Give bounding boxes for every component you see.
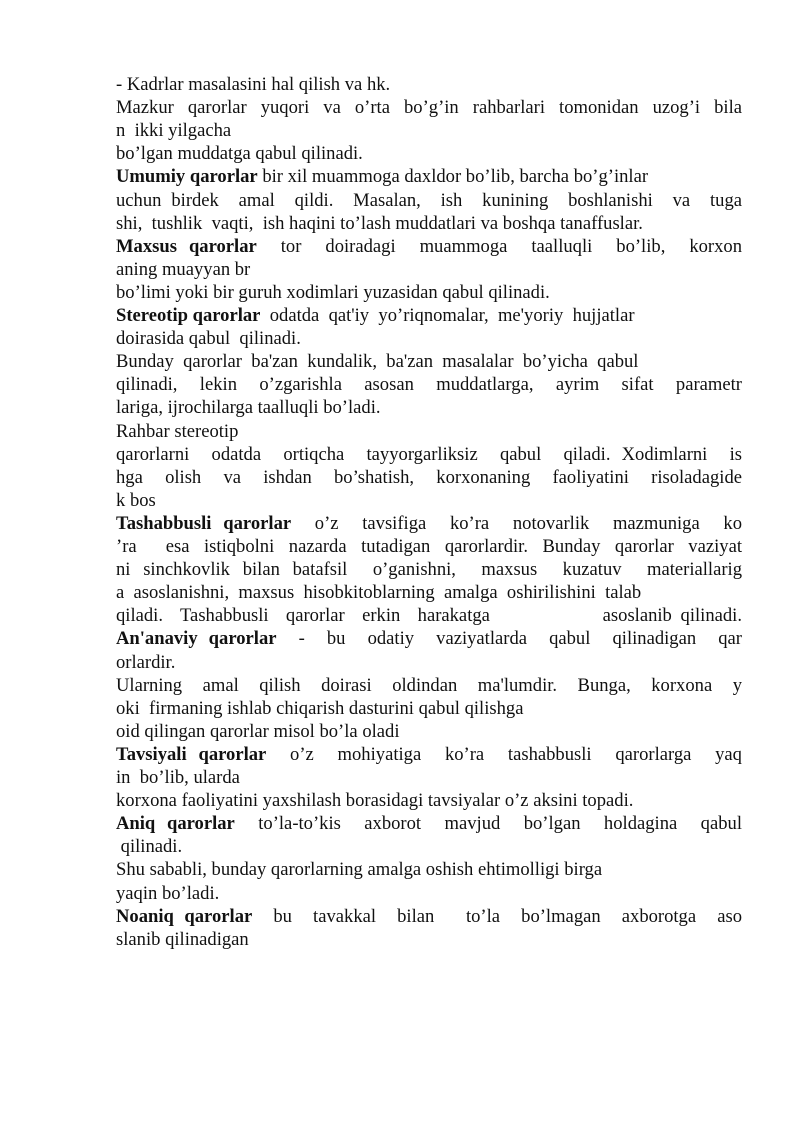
text-line bbox=[116, 420, 742, 444]
text-line bbox=[116, 189, 742, 213]
text-line bbox=[116, 604, 742, 628]
text-line bbox=[116, 674, 742, 698]
line-text: Mazkur qarorlar yuqori va o’rta bo’g’in rahbarlari tomonidan uzog’i bila bbox=[116, 97, 742, 119]
line-text: oid qilingan qarorlar misol bo’la oladi bbox=[116, 720, 400, 742]
text-line bbox=[116, 281, 742, 305]
bold-term: An'anaviy qarorlar bbox=[116, 628, 277, 650]
line-text: bo’lgan muddatga qabul qilinadi. bbox=[116, 143, 363, 165]
text-line bbox=[116, 396, 742, 420]
text-line bbox=[116, 119, 742, 143]
line-text: ni sinchkovlik bilan batafsil o’ganishni, maxsus kuzatuv materiallarig bbox=[116, 559, 742, 581]
text-line bbox=[116, 651, 742, 675]
line-text: qilinadi, lekin o’zgarishla asosan muddatlarga, ayrim sifat parametr bbox=[116, 374, 742, 396]
text-line bbox=[116, 743, 742, 767]
line-text: a asoslanishni, maxsus hisobkitoblarning amalga oshirilishini talab bbox=[116, 582, 642, 604]
line-text: to’la-to’kis axborot mavjud bo’lgan holdagina qabul bbox=[234, 813, 742, 835]
text-line bbox=[116, 766, 742, 790]
text-line bbox=[116, 720, 742, 744]
text-line bbox=[116, 350, 742, 374]
bold-term: Umumiy qarorlar bbox=[116, 166, 258, 188]
text-line bbox=[116, 258, 742, 282]
text-line bbox=[116, 304, 742, 328]
line-text: yaqin bo’ladi. bbox=[116, 882, 220, 904]
line-text: - Kadrlar masalasini hal qilish va hk. bbox=[116, 74, 391, 95]
text-line bbox=[116, 835, 742, 859]
text-line bbox=[116, 789, 742, 813]
line-text: bir xil muammoga daxldor bo’lib, barcha bo’g’inlar bbox=[257, 166, 649, 188]
line-text: qilinadi. bbox=[116, 836, 183, 858]
bold-term: Noaniq qarorlar bbox=[116, 905, 253, 927]
line-text: in bo’lib, ularda bbox=[116, 767, 240, 788]
line-text: n ikki yilgacha bbox=[116, 120, 232, 142]
text-line bbox=[116, 928, 742, 952]
line-text: orlardir. bbox=[116, 651, 176, 673]
bold-term: Tashabbusli qarorlar bbox=[116, 512, 292, 534]
line-text: ’ra esa istiqbolni nazarda tutadigan qarorlardir. Bunday qarorlar vaziyat bbox=[116, 536, 742, 557]
line-text: korxona faoliyatini yaxshilash borasidagi tavsiyalar o’z aksini topadi. bbox=[116, 790, 634, 812]
text-line bbox=[116, 581, 742, 605]
line-text: bu tavakkal bilan to’la bo’lmagan axborotga aso bbox=[252, 905, 742, 927]
text-line bbox=[116, 142, 742, 166]
line-text: odatda qat'iy yo’riqnomalar, me'yoriy hujjatlar bbox=[260, 305, 635, 326]
line-text: lariga, ijrochilarga taalluqli bo’ladi. bbox=[116, 397, 381, 419]
text-line bbox=[116, 443, 742, 467]
bold-term: Maxsus qarorlar bbox=[116, 235, 257, 257]
line-text: Shu sababli, bunday qarorlarning amalga oshish ehtimolligi birga bbox=[116, 859, 603, 881]
text-line bbox=[116, 535, 742, 559]
line-text: doirasida qabul qilinadi. bbox=[116, 328, 301, 350]
text-line bbox=[116, 905, 742, 929]
line-text: o’z tavsifiga ko’ra notovarlik mazmuniga ko bbox=[291, 512, 742, 534]
text-line bbox=[116, 73, 742, 97]
text-line bbox=[116, 627, 742, 651]
line-text: aning muayyan br bbox=[116, 258, 251, 280]
line-text: tor doiradagi muammoga taalluqli bo’lib, korxon bbox=[256, 235, 742, 257]
line-text: qiladi. Tashabbusli qarorlar erkin harakatga asoslanib qilinadi. bbox=[116, 605, 742, 627]
text-line bbox=[116, 489, 742, 513]
bold-term: Aniq qarorlar bbox=[116, 813, 235, 835]
line-text: oki firmaning ishlab chiqarish dasturini qabul qilishga bbox=[116, 697, 524, 719]
bold-term: Stereotip qarorlar bbox=[116, 305, 261, 326]
text-line bbox=[116, 235, 742, 259]
text-line bbox=[116, 96, 742, 120]
text-line bbox=[116, 165, 742, 189]
text-line bbox=[116, 697, 742, 721]
line-text: Bunday qarorlar ba'zan kundalik, ba'zan masalalar bo’yicha qabul bbox=[116, 351, 639, 373]
line-text: bo’limi yoki bir guruh xodimlari yuzasidan qabul qilinadi. bbox=[116, 281, 550, 303]
text-line bbox=[116, 212, 742, 236]
text-line bbox=[116, 327, 742, 351]
line-text: Rahbar stereotip bbox=[116, 420, 239, 442]
text-line bbox=[116, 558, 742, 582]
line-text: uchun birdek amal qildi. Masalan, ish kunining boshlanishi va tuga bbox=[116, 189, 742, 211]
text-line bbox=[116, 466, 742, 490]
line-text: o’z mohiyatiga ko’ra tashabbusli qarorlarga yaq bbox=[266, 743, 742, 765]
line-text: slanib qilinadigan bbox=[116, 928, 249, 950]
line-text: - bu odatiy vaziyatlarda qabul qilinadigan qar bbox=[276, 628, 742, 650]
text-line bbox=[116, 858, 742, 882]
text-line bbox=[116, 812, 742, 836]
line-text: k bos bbox=[116, 489, 156, 511]
line-text: qarorlarni odatda ortiqcha tayyorgarliksiz qabul qiladi. Xodimlarni is bbox=[116, 443, 742, 465]
text-line bbox=[116, 512, 742, 536]
text-line bbox=[116, 882, 742, 906]
text-line bbox=[116, 373, 742, 397]
line-text: hga olish va ishdan bo’shatish, korxonaning faoliyatini risoladagide bbox=[116, 466, 742, 488]
line-text: Ularning amal qilish doirasi oldindan ma'lumdir. Bunga, korxona y bbox=[116, 674, 742, 696]
bold-term: Tavsiyali qarorlar bbox=[116, 743, 267, 765]
line-text: shi, tushlik vaqti, ish haqini to’lash muddatlari va boshqa tanaffuslar. bbox=[116, 212, 643, 234]
